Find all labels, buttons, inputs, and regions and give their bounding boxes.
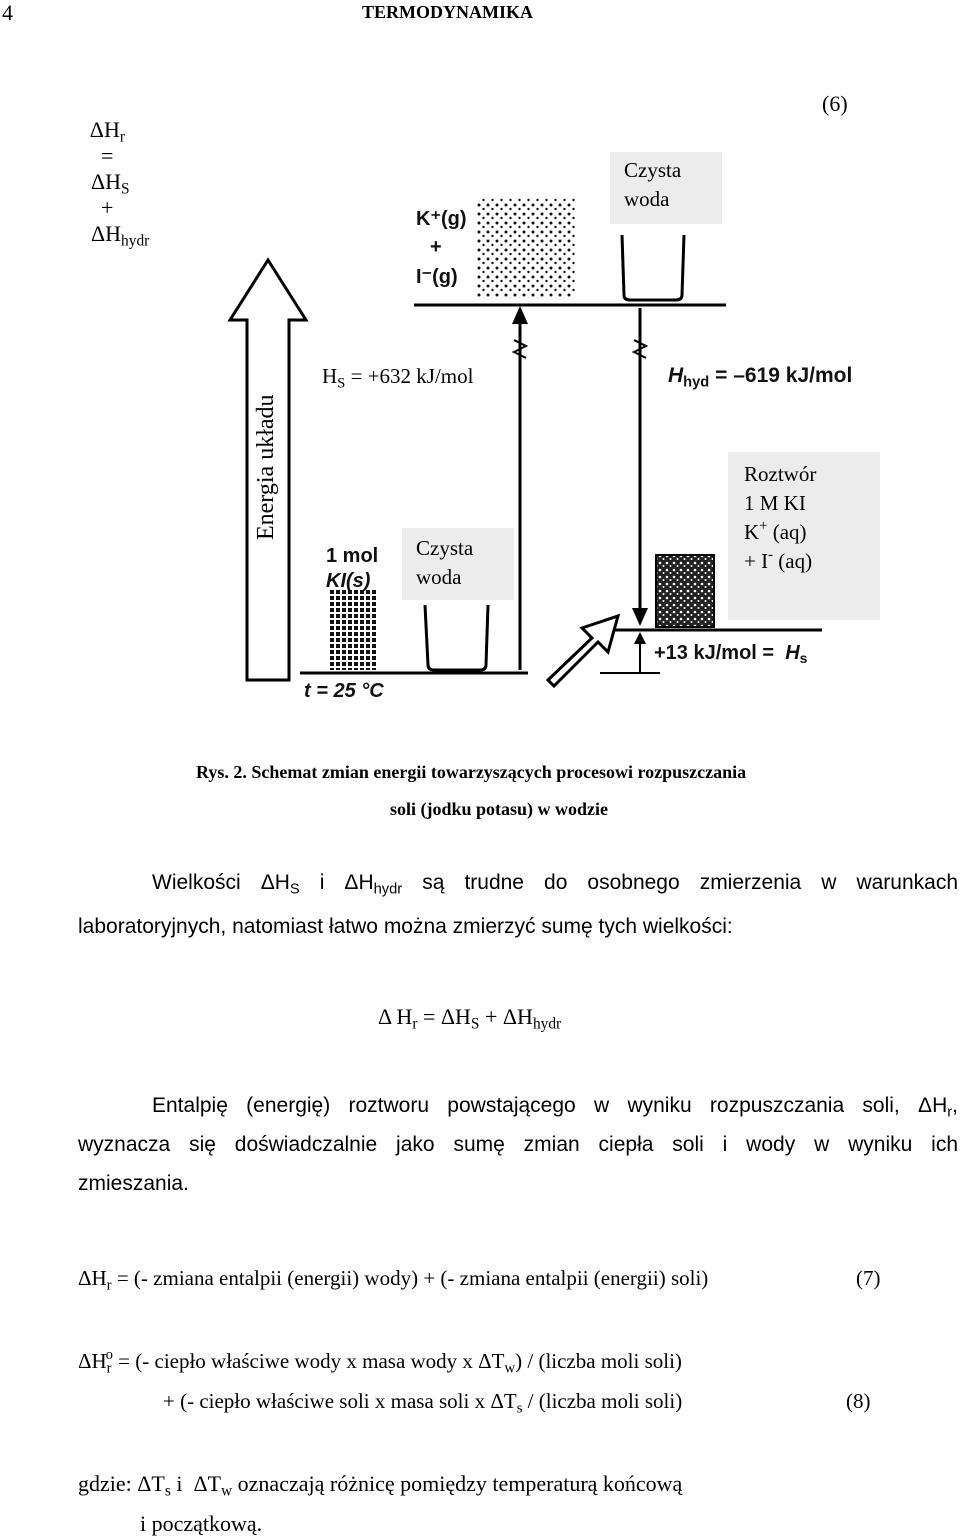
energy-diagram — [0, 140, 960, 720]
equation-sum: Δ $H_r = \Delta H_S + \Delta H_{hydr}$ — [378, 1004, 562, 1033]
eq6-s-sub: S — [121, 180, 130, 198]
para2-line1: Entalpię (energię) roztworu powstającego w wyniku rozpuszczania soli, $\Delta H_r$, — [152, 1094, 958, 1121]
pure-water-bottom-label — [402, 528, 514, 600]
eq6-plus: + — [101, 195, 114, 220]
gas-k-label: K⁺(g) — [416, 208, 467, 230]
eq6-r-sub: r — [119, 128, 125, 146]
eq6-dh-s: ΔH — [91, 169, 122, 194]
eq6-dh-hydr: ΔH — [91, 221, 122, 246]
beaker-bottom — [425, 605, 488, 670]
gas-ions-cloud — [476, 198, 576, 298]
figure-caption-line1: Rys. 2. Schemat zmian energii towarzyszących procesowi rozpuszczania — [196, 762, 747, 782]
pure-water-top-line2: woda — [624, 187, 670, 211]
salt-label-2: KI(s) — [326, 570, 371, 592]
footer-line2: i początkową. — [140, 1511, 263, 1536]
para2-line2: wyznacza się doświadczalnie jako sumę zmian ciepła soli i wody w wyniku ich — [78, 1133, 958, 1156]
solution-line4: + I- (aq) — [744, 547, 813, 573]
hhyd-sub: hyd — [683, 374, 710, 391]
hs-value-label — [322, 364, 474, 392]
solution-line1: Roztwór — [744, 462, 817, 486]
hs-value: = +632 kJ/mol — [345, 364, 474, 388]
solution-line3: K+ (aq) — [744, 518, 807, 544]
page-number: 4 — [2, 0, 13, 25]
equation-6-number: (6) — [822, 91, 848, 116]
hs-sub: S — [337, 375, 346, 392]
equation-8-line2: + (- ciepło właściwe soli x masa soli x $\Delta T_s$ / (liczba moli soli) — [163, 1389, 683, 1417]
figure-caption-line2: soli (jodku potasu) w wodzie — [390, 799, 609, 819]
hhyd-h: H — [668, 364, 684, 387]
ki-salt-block — [330, 590, 378, 670]
equation-8-line1: $\Delta H_r^o$ = (- ciepło właściwe wody x masa wody x $\Delta T_w$) / (liczba moli soli) — [78, 1347, 682, 1377]
mixing-arrow — [548, 616, 618, 686]
pure-water-bottom-line1: Czysta — [416, 536, 474, 560]
temperature-label: t = 25 °C — [304, 680, 384, 702]
pure-water-top-line1: Czysta — [624, 158, 682, 182]
pure-water-top-label — [610, 152, 722, 224]
eq6-dh-r: ΔH — [89, 117, 120, 142]
pure-water-bottom-line2: woda — [416, 565, 462, 589]
beaker-top — [622, 235, 684, 300]
salt-label-1: 1 mol — [326, 545, 379, 567]
gas-plus-label: + — [430, 236, 442, 258]
para2-line3: zmieszania. — [78, 1172, 189, 1195]
eq6-equals: = — [101, 143, 114, 168]
gas-i-label: I⁻(g) — [416, 266, 458, 288]
footer-line1: gdzie: $\Delta T_s$ i $\Delta T_w$ oznaczają różnicę pomiędzy temperaturą końcową — [78, 1471, 683, 1500]
solution-line2: 1 M KI — [744, 491, 806, 515]
solution-beaker — [656, 555, 714, 627]
hhyd-value-label — [668, 364, 853, 391]
equation-7-number: (7) — [856, 1266, 881, 1290]
eq6-hydr-sub: hydr — [121, 232, 150, 250]
para1-line1: Wielkości $\Delta H_S$ i $\Delta H_{hydr}$ są trudne do osobnego zmierzenia w warunkach — [152, 871, 959, 898]
para1-line2: laboratoryjnych, natomiast łatwo można zmierzyć sumę tych wielkości: — [78, 915, 733, 938]
solution-label-box — [728, 452, 880, 620]
equation-7: $\Delta H_r$ = (- zmiana entalpii (energii) wody) + (- zmiana entalpii (energii) soli) — [78, 1266, 709, 1294]
dh-solution-label: +13 $kJ/mol = H_s$ — [654, 642, 808, 667]
equation-8-number: (8) — [846, 1389, 871, 1413]
hs-h: H — [322, 364, 338, 388]
running-title: TERMODYNAMIKA — [362, 2, 533, 22]
hhyd-value: = –619 kJ/mol — [709, 364, 853, 387]
